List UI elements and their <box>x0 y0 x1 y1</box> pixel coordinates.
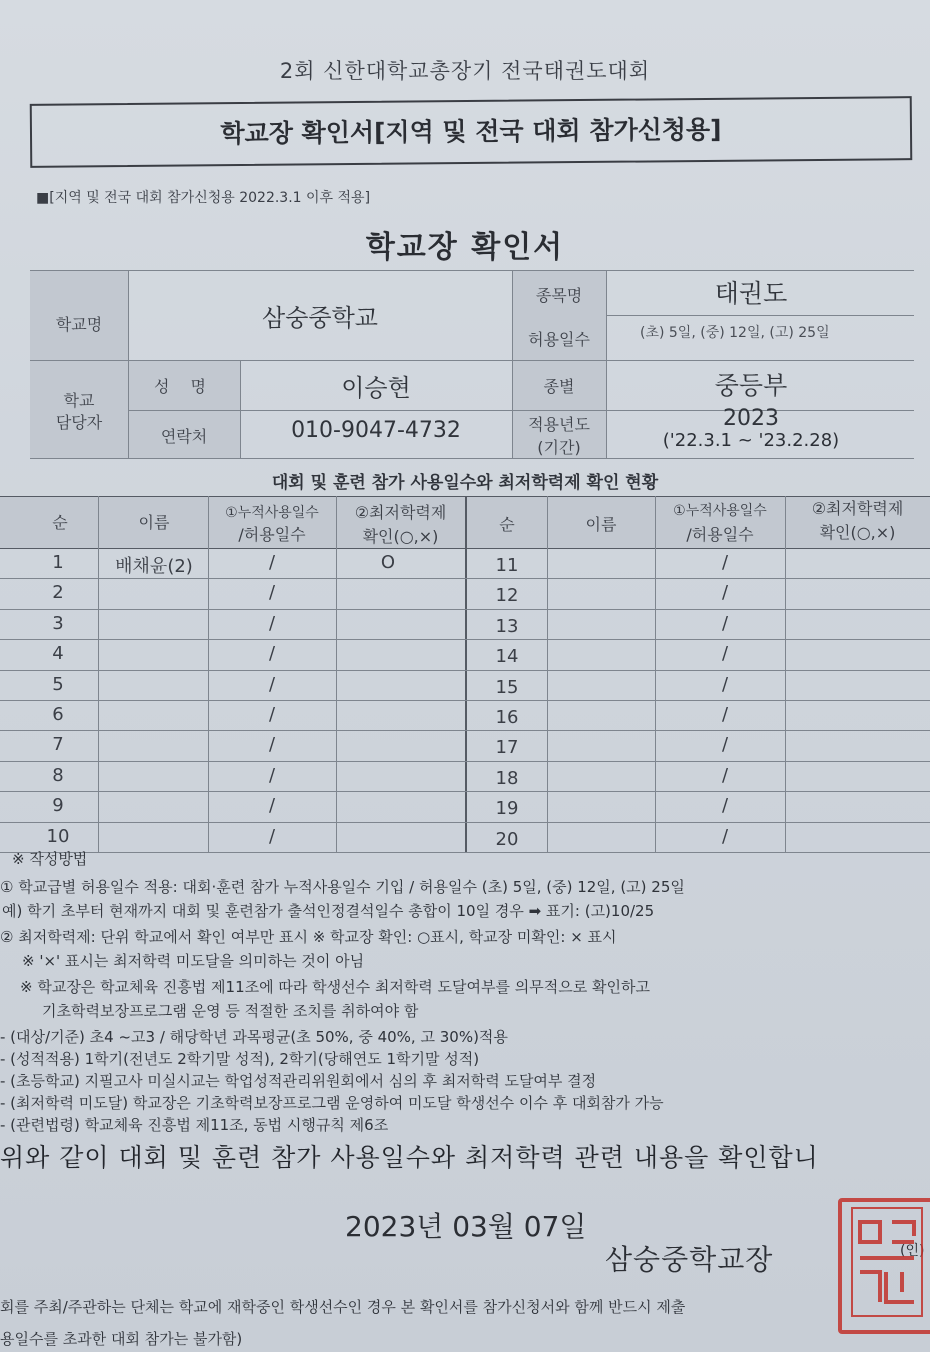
note-line: - (대상/기준) 초4 ~고3 / 해당학년 과목평균(초 50%, 중 40%, 고 30%)적용 <box>0 1028 508 1046</box>
manager-label-2: 담당자 <box>55 413 103 432</box>
row-number: 9 <box>52 795 64 816</box>
footer-line: 용일수를 초과한 대회 참가는 불가함) <box>0 1330 243 1348</box>
category-value: 중등부 <box>714 371 788 400</box>
header-days-1: ①누적사용일수 <box>673 503 767 519</box>
row-number: 20 <box>495 829 519 850</box>
row-border <box>0 822 930 823</box>
header-min-1: ②최저학력제 <box>811 499 904 518</box>
note-line: 기초학력보장프로그램 운영 등 적절한 조치를 취하여야 함 <box>42 1002 419 1020</box>
days-used: / <box>721 643 729 664</box>
title-box <box>30 96 913 168</box>
year-value: 2023 <box>723 406 779 431</box>
note-line: ② 최저학력제: 단위 학교에서 확인 여부만 표시 ※ 학교장 확인: ○표시, 학교장 미확인: × 표시 <box>0 928 617 946</box>
row-border <box>0 609 930 610</box>
school-value: 삼숭중학교 <box>262 304 378 332</box>
header-min-2: 확인(○,×) <box>819 523 896 542</box>
row-number: 11 <box>495 555 519 576</box>
header-days-2: /허용일수 <box>238 525 306 544</box>
row-number: 6 <box>52 704 64 725</box>
column-border <box>336 496 337 852</box>
note-line: - (관련법령) 학교체육 진흥법 제11조, 동법 시행규칙 제6조 <box>0 1116 389 1134</box>
row-number: 14 <box>495 646 519 667</box>
issue-date: 2023년 03월 07일 <box>345 1210 587 1243</box>
row-number: 10 <box>46 826 70 847</box>
note-heading: ※ 작성방법 <box>12 850 88 868</box>
row-number: 12 <box>495 585 519 606</box>
form-title: 학교장 확인서 <box>365 230 565 265</box>
row-number: 7 <box>52 734 64 755</box>
period-value: ('22.3.1 ~ '23.2.28) <box>662 430 840 451</box>
note-line: - (최저학력 미도달) 학교장은 기초학력보장프로그램 운영하여 미도달 학생선수 이수 후 대회참가 가능 <box>0 1094 664 1112</box>
row-border <box>0 670 930 671</box>
event-title: 2회 신한대학교총장기 전국태권도대회 <box>279 59 651 83</box>
row-border <box>0 639 930 640</box>
column-border <box>785 496 786 852</box>
days-used: / <box>268 765 276 786</box>
column-border <box>547 496 548 852</box>
row-number: 13 <box>495 616 519 637</box>
seal-mark: (인) <box>900 1243 925 1259</box>
header-days-2: /허용일수 <box>686 525 754 544</box>
manager-name: 이승현 <box>341 374 411 402</box>
row-number: 3 <box>52 613 64 634</box>
event-label: 종목명 <box>535 286 583 305</box>
box-title: 학교장 확인서[지역 및 전국 대회 참가신청용] <box>220 114 722 149</box>
days-used: / <box>721 765 729 786</box>
days-used: / <box>721 552 729 573</box>
row-border <box>0 700 930 701</box>
days-used: / <box>721 734 729 755</box>
days-used: / <box>268 613 276 634</box>
student-name: 배채윤(2) <box>115 556 193 577</box>
note-line: - (초등학교) 지필고사 미실시교는 학업성적관리위원회에서 심의 후 최저학력 도달여부 결정 <box>0 1072 597 1090</box>
applicability-note: ■[지역 및 전국 대회 참가신청용 2022.3.1 이후 적용] <box>36 190 371 206</box>
days-used: / <box>268 552 276 573</box>
row-border <box>0 730 930 731</box>
note-line: ① 학교급별 허용일수 적용: 대회·훈련 참가 누적사용일수 기입 / 허용일수 (초) 5일, (중) 12일, (고) 25일 <box>0 878 685 896</box>
name-label: 성 명 <box>154 377 214 396</box>
row-number: 5 <box>52 674 64 695</box>
note-line: - (성적적용) 1학기(전년도 2학기말 성적), 2학기(당해연도 1학기말 성적) <box>0 1050 480 1068</box>
days-used: / <box>268 582 276 603</box>
school-label: 학교명 <box>55 315 103 334</box>
row-number: 17 <box>495 737 519 758</box>
row-border <box>0 578 930 579</box>
row-number: 8 <box>52 765 64 786</box>
contact-label: 연락처 <box>160 427 208 446</box>
min-academic-check: O <box>380 552 396 573</box>
note-line: ※ 학교장은 학교체육 진흥법 제11조에 따라 학생선수 최저학력 도달여부를 의무적으로 확인하고 <box>20 978 650 996</box>
footer-line: 회를 주최/주관하는 단체는 학교에 재학중인 학생선수인 경우 본 확인서를 참가신청서와 함께 반드시 제출 <box>0 1298 686 1316</box>
column-border <box>655 496 656 852</box>
row-number: 1 <box>52 552 64 573</box>
note-line: 예) 학기 초부터 현재까지 대회 및 훈련참가 출석인정결석일수 총합이 10일 경우 ➡ 표기: (고)10/25 <box>2 902 655 920</box>
days-used: / <box>721 795 729 816</box>
header-order: 순 <box>52 513 68 532</box>
row-number: 4 <box>52 643 64 664</box>
column-border <box>98 496 99 852</box>
confirmation-statement: 위와 같이 대회 및 훈련 참가 사용일수와 최저학력 관련 내용을 확인합니 <box>0 1143 819 1172</box>
header-min-1: ②최저학력제 <box>354 503 447 522</box>
section-title: 대회 및 훈련 참가 사용일수와 최저학력제 확인 현황 <box>271 473 659 493</box>
days-used: / <box>268 674 276 695</box>
days-used: / <box>721 674 729 695</box>
allowed-days-label: 허용일수 <box>528 330 590 349</box>
info-border <box>30 360 914 361</box>
header-name: 이름 <box>138 513 170 532</box>
header-days-1: ①누적사용일수 <box>225 505 319 521</box>
info-border <box>606 315 914 316</box>
note-line: ※ '×' 표시는 최저학력 미도달을 의미하는 것이 아님 <box>22 952 365 970</box>
row-border <box>0 761 930 762</box>
contact-value: 010-9047-4732 <box>291 418 461 443</box>
seal-pattern-icon <box>846 1202 928 1322</box>
days-used: / <box>268 734 276 755</box>
row-number: 15 <box>495 677 519 698</box>
row-border <box>0 852 930 853</box>
row-number: 16 <box>495 707 519 728</box>
header-name: 이름 <box>585 515 617 534</box>
school-seal-icon <box>838 1198 930 1334</box>
days-used: / <box>721 582 729 603</box>
principal-signature: 삼숭중학교장 <box>605 1243 774 1276</box>
days-used: / <box>721 613 729 634</box>
header-order: 순 <box>499 515 515 534</box>
days-used: / <box>721 826 729 847</box>
category-label: 종별 <box>543 377 575 396</box>
header-min-2: 확인(○,×) <box>362 527 439 546</box>
row-border <box>0 791 930 792</box>
days-used: / <box>268 795 276 816</box>
manager-label-1: 학교 <box>63 391 95 410</box>
days-used: / <box>268 643 276 664</box>
info-border <box>30 458 914 459</box>
event-value: 태권도 <box>714 279 788 308</box>
allowed-days-value: (초) 5일, (중) 12일, (고) 25일 <box>640 325 830 341</box>
year-label-2: (기간) <box>537 438 581 457</box>
column-border <box>208 496 209 852</box>
year-label-1: 적용년도 <box>528 415 590 434</box>
days-used: / <box>721 704 729 725</box>
row-number: 19 <box>495 798 519 819</box>
info-border <box>30 270 914 271</box>
days-used: / <box>268 826 276 847</box>
row-number: 2 <box>52 582 64 603</box>
days-used: / <box>268 704 276 725</box>
row-number: 18 <box>495 768 519 789</box>
